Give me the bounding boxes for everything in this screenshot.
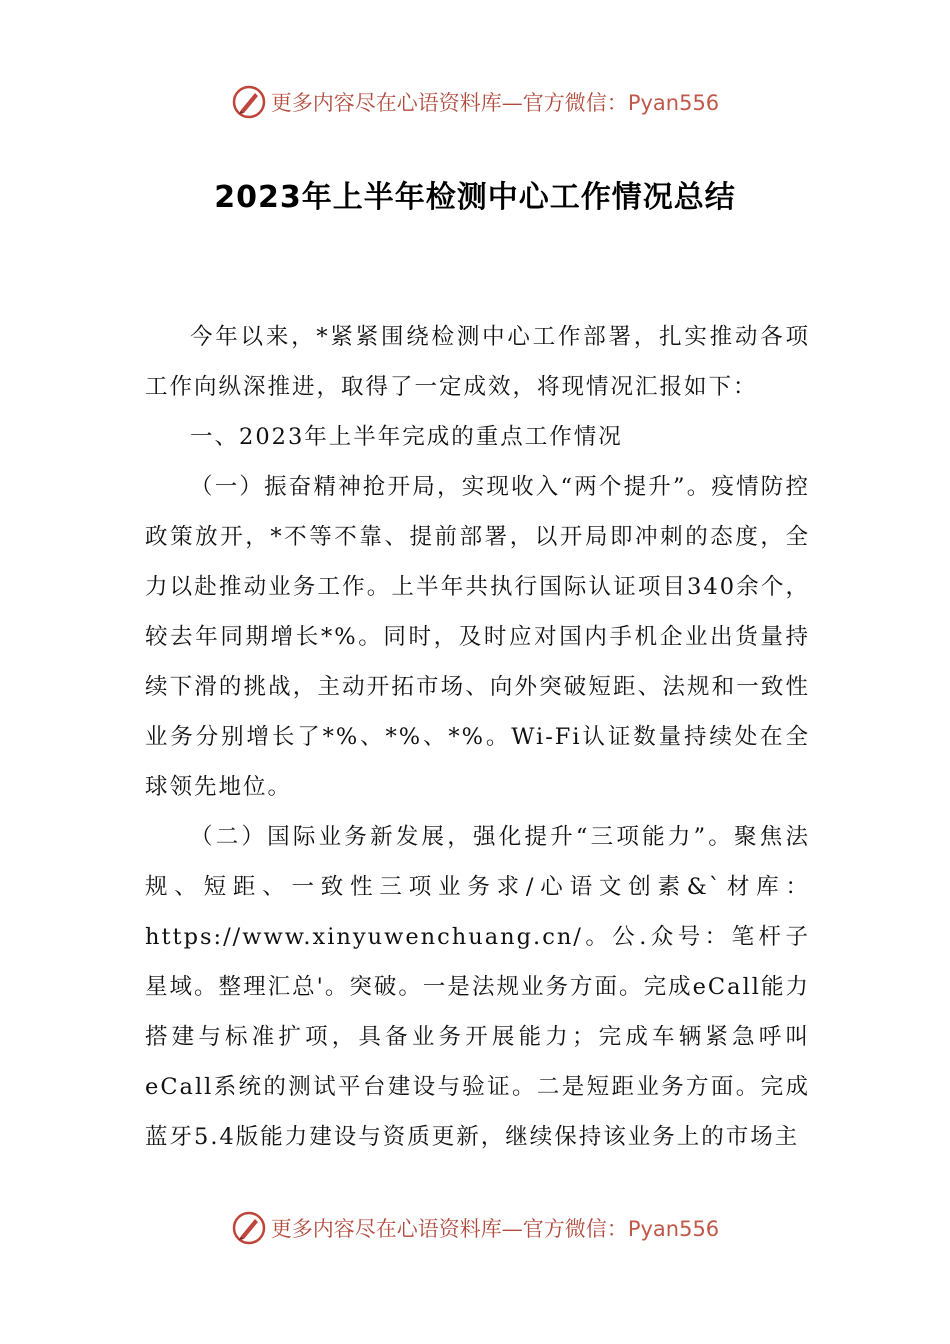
watermark-text: 更多内容尽在心语资料库—官方微信：Pyan556: [270, 91, 720, 115]
section-heading-1: 一、2023年上半年完成的重点工作情况: [190, 424, 623, 450]
document-body: [145, 312, 810, 1162]
document-title: 2023年上半年检测中心工作情况总结: [214, 180, 736, 215]
paragraph-intro: 今年以来，*紧紧围绕检测中心工作部署，扎实推动各项工作向纵深推进，取得了一定成效，将现情况汇报如下：: [145, 324, 810, 400]
pen-logo-icon: [231, 1210, 267, 1246]
watermark-text: 更多内容尽在心语资料库—官方微信：Pyan556: [270, 1217, 720, 1241]
header-watermark: [0, 82, 950, 122]
paragraph-section-2: （二）国际业务新发展，强化提升“三项能力”。聚焦法规、短距、一致性三项业务求/心语文创素&`材库：https://www.xinyuwenchuang.cn/。公.众号：笔杆子星域。整理汇总'。突破。一是法规业务方面。完成eCall能力搭建与标准扩项，具备业务开展能力；完成车辆紧急呼叫eCall系统的测试平台建设与验证。二是短距业务方面。完成蓝牙5.4版能力建设与资质更新，继续保持该业务上的市场主: [145, 824, 810, 1150]
pen-logo-icon: [231, 84, 267, 120]
paragraph-section-1: （一）振奋精神抢开局，实现收入“两个提升”。疫情防控政策放开，*不等不靠、提前部署，以开局即冲刺的态度，全力以赴推动业务工作。上半年共执行国际认证项目340余个，较去年同期增长*%。同时，及时应对国内手机企业出货量持续下滑的挑战，主动开拓市场、向外突破短距、法规和一致性业务分别增长了*%、*%、*%。Wi-Fi认证数量持续处在全球领先地位。: [145, 474, 810, 800]
footer-watermark: [0, 1208, 950, 1248]
